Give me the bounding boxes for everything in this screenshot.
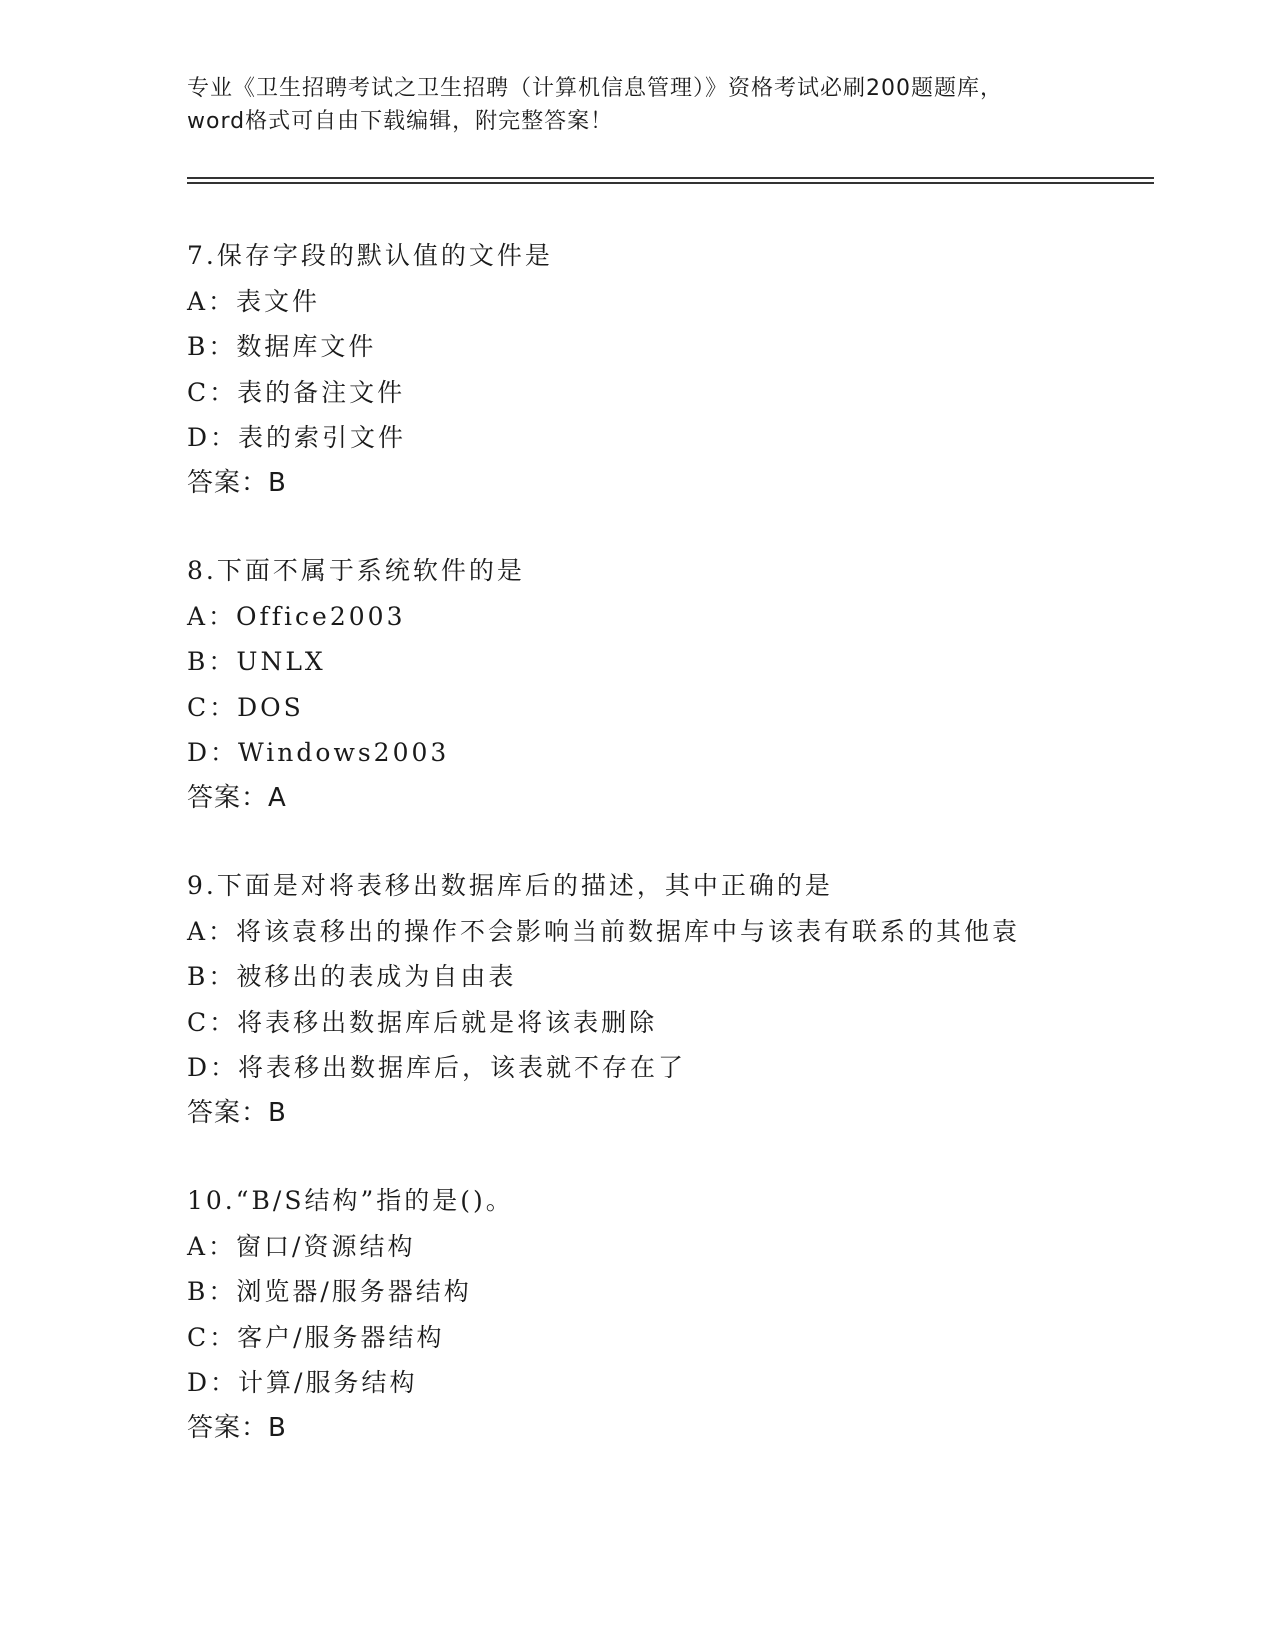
option-c: C：客户/服务器结构 bbox=[187, 1322, 445, 1352]
answer-line: 答案：B bbox=[187, 1097, 287, 1128]
question-10 bbox=[187, 1178, 1147, 1451]
option-a: A：Office2003 bbox=[187, 601, 406, 631]
option-b: B：UNLX bbox=[187, 647, 326, 676]
answer-line: 答案：A bbox=[187, 782, 287, 813]
option-c: C：表的备注文件 bbox=[187, 377, 406, 407]
header-line-1: 专业《卫生招聘考试之卫生招聘（计算机信息管理）》资格考试必刷200题题库， bbox=[187, 76, 1003, 101]
document-header bbox=[187, 72, 1087, 138]
answer-line: 答案：B bbox=[187, 1412, 287, 1443]
option-b: B：浏览器/服务器结构 bbox=[187, 1277, 472, 1306]
question-stem: 8.下面不属于系统软件的是 bbox=[187, 556, 525, 585]
question-7 bbox=[187, 233, 1147, 506]
question-stem: 9.下面是对将表移出数据库后的描述，其中正确的是 bbox=[187, 871, 833, 900]
option-d: D：Windows2003 bbox=[187, 738, 450, 767]
option-c: C：将表移出数据库后就是将该表删除 bbox=[187, 1007, 658, 1037]
option-c: C：DOS bbox=[187, 692, 304, 722]
question-8 bbox=[187, 548, 1147, 821]
option-a: A：将该袁移出的操作不会影响当前数据库中与该表有联系的其他袁 bbox=[187, 916, 1021, 946]
answer-line: 答案：B bbox=[187, 467, 287, 498]
header-divider-top bbox=[187, 177, 1154, 179]
option-b: B：数据库文件 bbox=[187, 332, 377, 361]
question-stem: 7.保存字段的默认值的文件是 bbox=[187, 241, 553, 270]
header-divider-bottom bbox=[187, 182, 1154, 184]
header-line-2: word格式可自由下载编辑，附完整答案！ bbox=[187, 109, 614, 134]
option-d: D：计算/服务结构 bbox=[187, 1368, 418, 1397]
option-d: D：表的索引文件 bbox=[187, 423, 407, 452]
question-stem: 10.“B/S结构”指的是()。 bbox=[187, 1186, 514, 1215]
option-b: B：被移出的表成为自由表 bbox=[187, 962, 517, 991]
option-a: A：表文件 bbox=[187, 286, 321, 316]
option-a: A：窗口/资源结构 bbox=[187, 1231, 416, 1261]
question-9 bbox=[187, 863, 1147, 1136]
option-d: D：将表移出数据库后，该表就不存在了 bbox=[187, 1053, 687, 1082]
question-list bbox=[187, 233, 1147, 1493]
